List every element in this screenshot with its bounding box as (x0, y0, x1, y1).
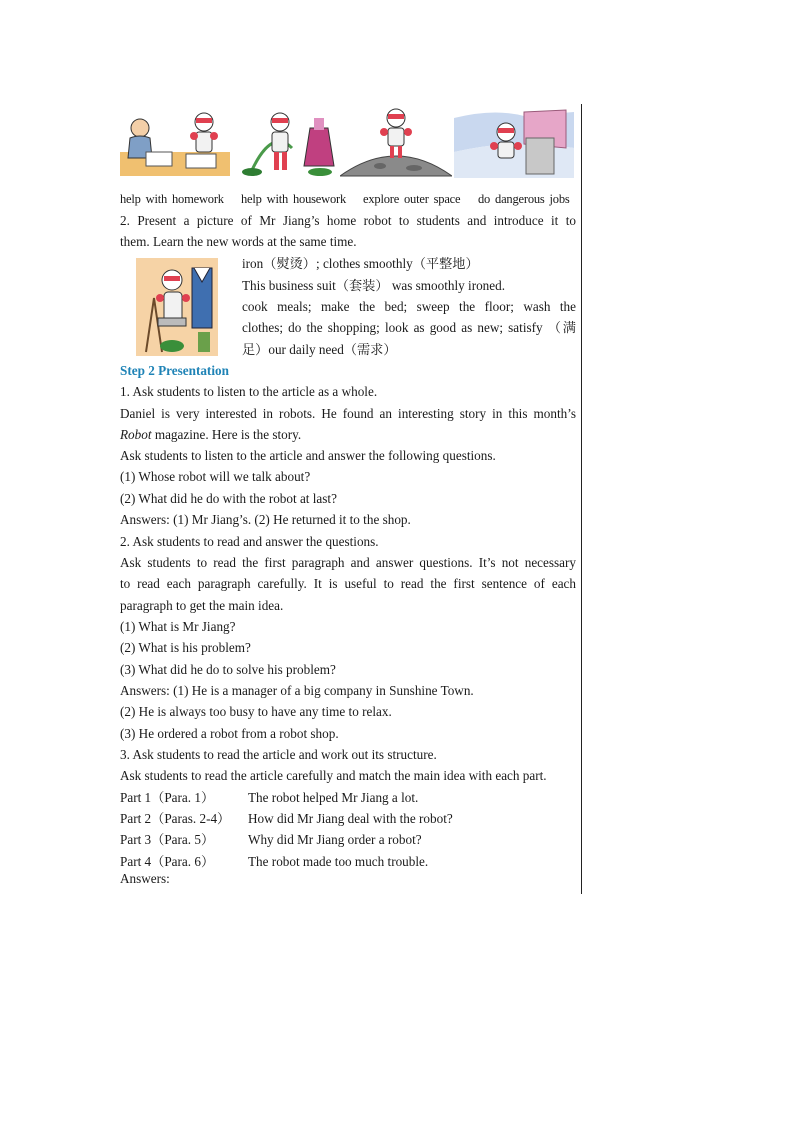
vocab-line-1 (242, 253, 576, 274)
body-line: Answers: (1) Mr Jiang’s. (2) He returned it to the shop. (120, 512, 411, 527)
caption-space: explore outer space (363, 192, 461, 206)
body-line: (3) What did he do to solve his problem? (120, 662, 336, 677)
vocab-line-3: cook meals; make the bed; sweep the floor; wash the (242, 299, 576, 314)
vocab-line-2: This business suit（套装） was smoothly ironed. (242, 278, 506, 293)
column-rule (581, 104, 582, 894)
dangerous-job-robot-illustration (454, 108, 574, 180)
body-line: to read each paragraph carefully. It is useful to read the first sentence of each (120, 576, 576, 591)
part-idea: The robot made too much trouble. (248, 854, 429, 869)
body-line: (2) What is his problem? (120, 640, 251, 655)
body-line: 1. Ask students to listen to the article as a whole. (120, 384, 378, 399)
part-row (120, 787, 576, 808)
magazine-text: magazine. Here is the story. (154, 427, 302, 442)
part-idea: The robot helped Mr Jiang a lot. (248, 790, 419, 805)
magazine-title: Robot (120, 427, 152, 442)
body-line: Ask students to read the first paragraph and answer questions. It’s not necessary (120, 555, 576, 570)
caption-homework: help with homework (120, 192, 224, 206)
vocab-line-4: clothes; do the shopping; look as good as new; satisfy （满 (242, 320, 576, 335)
body-line: (2) What did he do with the robot at last? (120, 491, 337, 506)
body-line: (2) He is always too busy to have any time to relax. (120, 704, 392, 719)
home-robot-illustration (136, 258, 218, 356)
body-line: (3) He ordered a robot from a robot shop. (120, 726, 339, 741)
body-line: 3. Ask students to read the article and work out its structure. (120, 747, 437, 762)
step2-heading: Step 2 Presentation (120, 363, 229, 378)
body-line: Answers: (1) He is a manager of a big company in Sunshine Town. (120, 683, 474, 698)
space-robot-illustration (340, 108, 452, 180)
part-idea: How did Mr Jiang deal with the robot? (248, 811, 453, 826)
housework-robot-illustration (232, 108, 342, 180)
body-line-magazine (120, 424, 576, 445)
intro-line-2: them. Learn the new words at the same time. (120, 234, 357, 249)
body-line: (1) Whose robot will we talk about? (120, 469, 311, 484)
part-idea: Why did Mr Jiang order a robot? (248, 832, 422, 847)
part-label: Part 4（Para. 6） (120, 854, 215, 869)
body-line: 2. Ask students to read and answer the questions. (120, 534, 379, 549)
body-line: Daniel is very interested in robots. He found an interesting story in this month’s (120, 406, 576, 421)
vocab-line-5: 足）our daily need（需求） (242, 342, 397, 357)
part-label: Part 2（Paras. 2-4） (120, 811, 231, 826)
intro-line-1: 2. Present a picture of Mr Jiang’s home robot to students and introduce it to (120, 213, 576, 228)
part-row (120, 808, 576, 829)
homework-robot-illustration (116, 108, 234, 180)
body-line: Ask students to read the article carefully and match the main idea with each part. (120, 768, 547, 783)
answers-label: Answers: (120, 871, 170, 886)
body-line: (1) What is Mr Jiang? (120, 619, 236, 634)
caption-housework: help with housework (241, 192, 347, 206)
body-line: Ask students to listen to the article and answer the following questions. (120, 448, 496, 463)
vocab-iron: iron（熨烫）; clothes smoothly（平整地） (242, 256, 479, 271)
robot-illustration-strip (116, 108, 576, 180)
part-row (120, 829, 576, 850)
part-label: Part 3（Para. 5） (120, 832, 215, 847)
caption-dangerous: do dangerous jobs (478, 192, 570, 206)
part-label: Part 1（Para. 1） (120, 790, 215, 805)
body-line: paragraph to get the main idea. (120, 598, 284, 613)
